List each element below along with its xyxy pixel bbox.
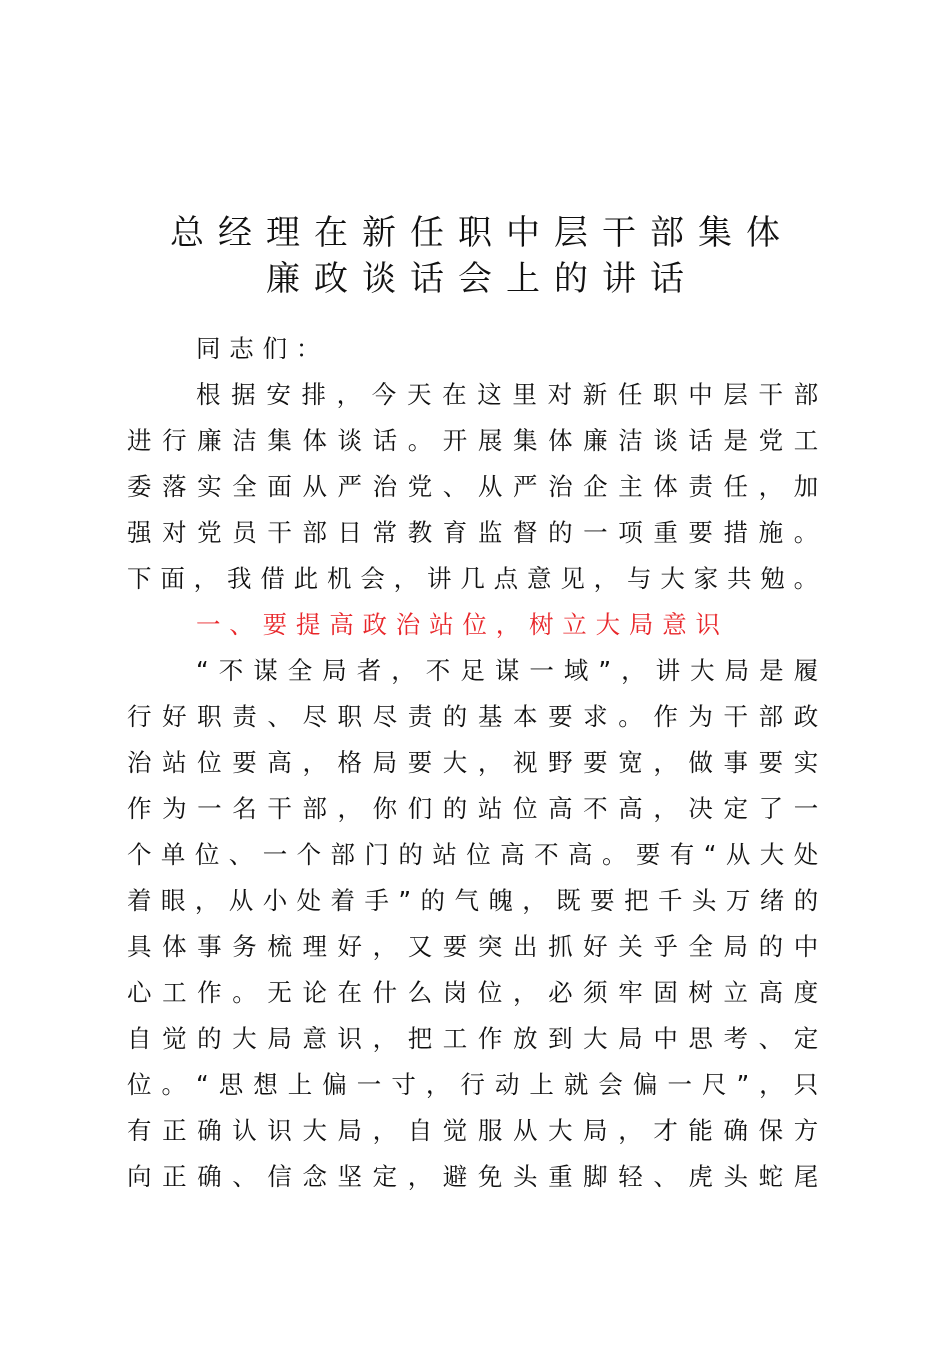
paragraph-2-line: 着眼，从小处着手”的气魄，既要把千头万绪的 (127, 886, 827, 915)
paragraph-1-line: 根据安排，今天在这里对新任职中层干部 (196, 380, 827, 409)
paragraph-2-line: 个单位、一个部门的站位高不高。要有“从大处 (127, 840, 827, 869)
paragraph-2-line: 向正确、信念坚定，避免头重脚轻、虎头蛇尾 (127, 1162, 827, 1191)
paragraph-2-line: 位。“思想上偏一寸，行动上就会偏一尺”，只 (127, 1070, 827, 1099)
paragraph-1-line: 强对党员干部日常教育监督的一项重要措施。 (127, 518, 827, 547)
paragraph-1-line: 委落实全面从严治党、从严治企主体责任，加 (127, 472, 827, 501)
document-title-line-2: 廉政谈话会上的讲话 (266, 259, 698, 299)
paragraph-2-line: 行好职责、尽职尽责的基本要求。作为干部政 (127, 702, 827, 731)
paragraph-2-line: 心工作。无论在什么岗位，必须牢固树立高度 (127, 978, 827, 1007)
paragraph-2-line: 自觉的大局意识，把工作放到大局中思考、定 (127, 1024, 827, 1053)
salutation: 同志们： (196, 334, 330, 363)
paragraph-1-line: 进行廉洁集体谈话。开展集体廉洁谈话是党工 (127, 426, 827, 455)
paragraph-2-line: 作为一名干部，你们的站位高不高，决定了一 (127, 794, 827, 823)
paragraph-2-line: 有正确认识大局，自觉服从大局，才能确保方 (127, 1116, 827, 1145)
paragraph-2-line: 治站位要高，格局要大，视野要宽，做事要实 (127, 748, 827, 777)
paragraph-2-line: “不谋全局者，不足谋一域”，讲大局是履 (196, 656, 827, 685)
paragraph-2-line: 具体事务梳理好，又要突出抓好关乎全局的中 (127, 932, 827, 961)
section-1-heading: 一、要提高政治站位，树立大局意识 (196, 610, 729, 639)
document-title-line-1: 总经理在新任职中层干部集体 (170, 213, 794, 253)
paragraph-1-line: 下面，我借此机会，讲几点意见，与大家共勉。 (127, 564, 827, 593)
